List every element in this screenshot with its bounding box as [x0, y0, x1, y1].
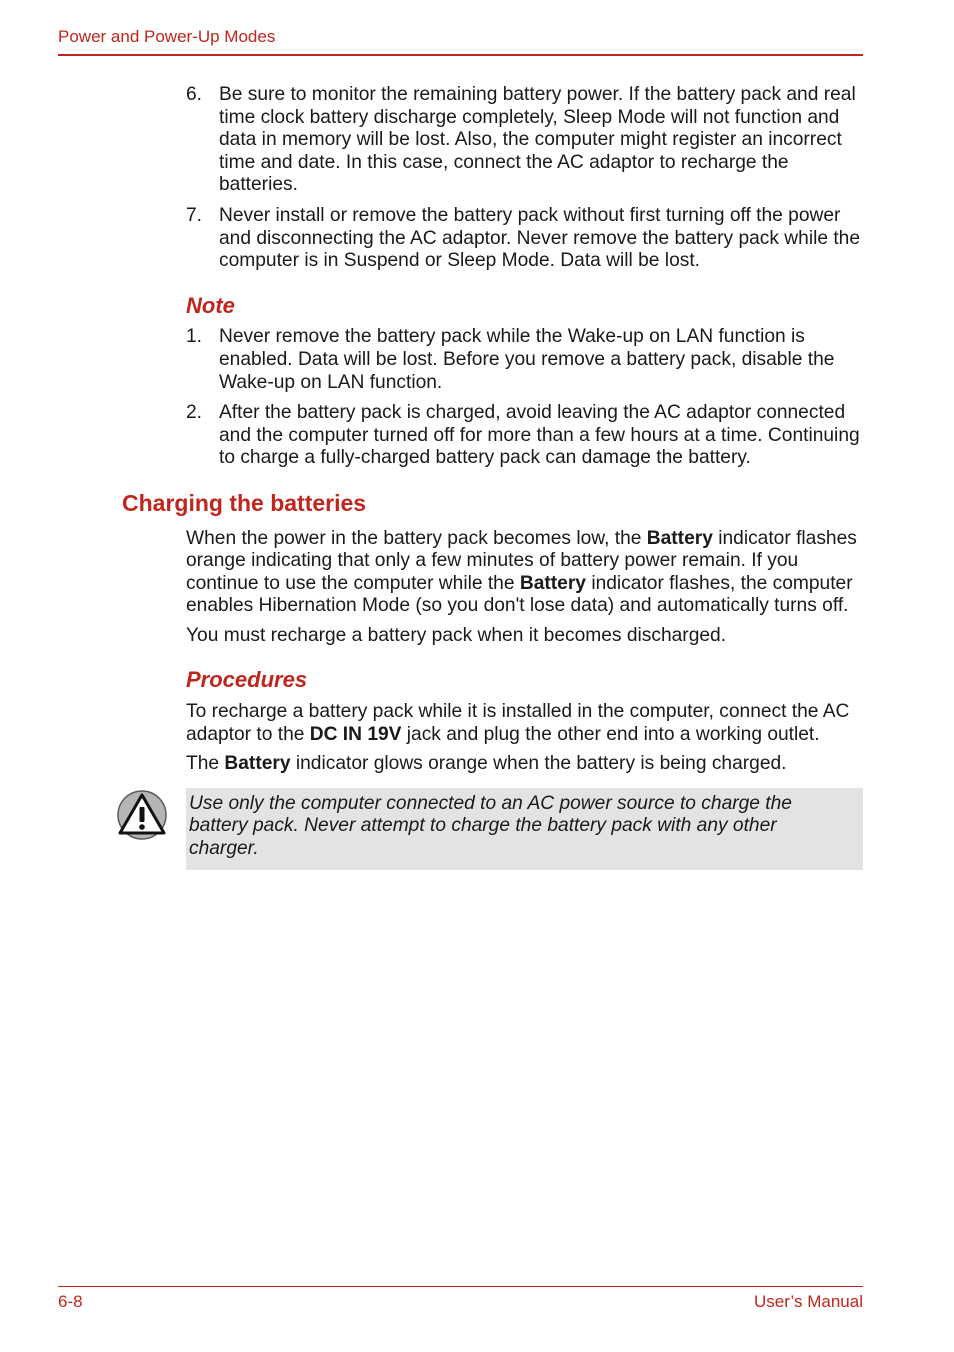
- list-item-text: Be sure to monitor the remaining battery power. If the battery pack and real time clock battery discharge completely, Sleep Mode will not function and data in memory will be lost. Also, the computer might register an incorrect time and date. In this case, connect the AC adaptor to recharge the batteries.: [219, 84, 856, 196]
- list-item: [186, 326, 863, 394]
- list-item: [186, 205, 863, 273]
- text-run: indicator flashes, the computer enables Hibernation Mode (so you don't lose data) and automatically turns off.: [186, 572, 853, 617]
- charging-paragraph: [186, 528, 863, 618]
- bold-term: DC IN 19V: [309, 723, 402, 745]
- text-run: The: [186, 753, 225, 775]
- section-heading-charging: Charging the batteries: [122, 489, 367, 516]
- footer-rule: [58, 1286, 863, 1287]
- text-run: When the power in the battery pack becomes low, the: [186, 527, 647, 549]
- footer-manual-title: User’s Manual: [754, 1292, 863, 1311]
- list-item-number: 6.: [186, 84, 203, 105]
- text-run: To recharge a battery pack while it is installed in the computer, connect the AC adaptor to the: [186, 701, 850, 745]
- list-item-number: 1.: [186, 326, 203, 348]
- text-run: indicator glows orange when the battery is being charged.: [290, 753, 787, 775]
- note-heading: Note: [186, 292, 235, 318]
- page-number: 6-8: [58, 1292, 83, 1311]
- caution-text: Use only the computer connected to an AC power source to charge the battery pack. Never attempt to charge the battery pack with any other charger.: [189, 792, 792, 860]
- list-item-number: 7.: [186, 204, 203, 226]
- procedures-paragraph: [186, 701, 863, 746]
- note-list: [186, 326, 863, 470]
- header-rule: [58, 54, 863, 56]
- bold-term: Battery: [519, 572, 586, 594]
- charging-paragraph-2: You must recharge a battery pack when it becomes discharged.: [186, 624, 727, 646]
- list-item-text: After the battery pack is charged, avoid leaving the AC adaptor connected and the computer turned off for more than a few hours at a time. Continuing to charge a fully-charged battery pack can damage the battery.: [219, 402, 860, 469]
- procedures-heading: Procedures: [186, 667, 308, 693]
- procedures-paragraph-2: [186, 753, 863, 776]
- page-content: [122, 84, 863, 870]
- list-item-text: Never install or remove the battery pack without first turning off the power and disconnecting the AC adaptor. Never remove the battery pack while the computer is in Suspend or Sleep Mode. Data will be lost.: [219, 204, 861, 272]
- text-run: jack and plug the other end into a working outlet.: [401, 723, 820, 745]
- caution-box: [186, 788, 863, 870]
- text-run: indicator flashes orange indicating that only a few minutes of battery power remain. If you continue to use the computer while the: [186, 527, 857, 594]
- list-item-text: Never remove the battery pack while the Wake-up on LAN function is enabled. Data will be lost. Before you remove a battery pack, disable the Wake-up on LAN function.: [219, 326, 835, 393]
- warning-icon: [116, 789, 168, 841]
- bold-term: Battery: [224, 753, 291, 775]
- list-item-number: 2.: [186, 402, 203, 424]
- main-list: [186, 84, 863, 273]
- list-item: [186, 84, 863, 197]
- page-header-title: Power and Power-Up Modes: [58, 27, 276, 46]
- bold-term: Battery: [646, 527, 713, 549]
- list-item: [186, 402, 863, 470]
